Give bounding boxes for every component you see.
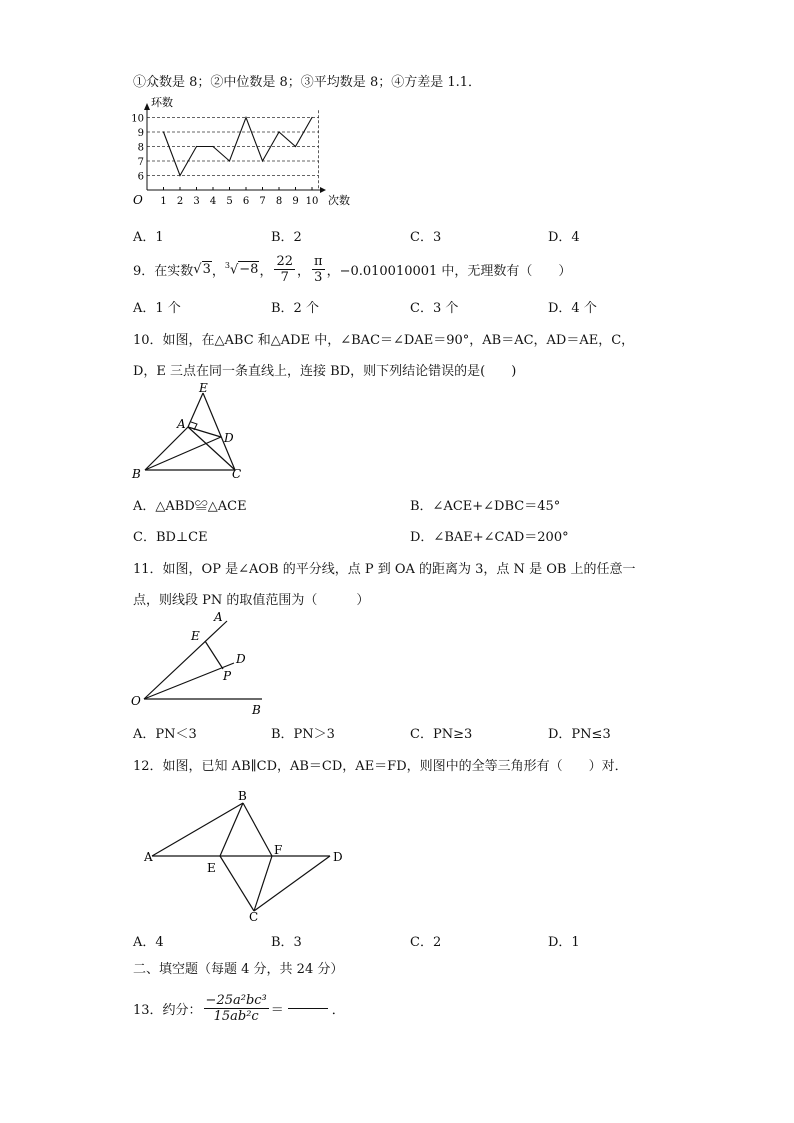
q11-label-b: B bbox=[252, 703, 261, 716]
data-point bbox=[212, 146, 213, 147]
data-point bbox=[295, 146, 296, 147]
section-2-title: 二、填空题（每题 4 分，共 24 分） bbox=[133, 962, 344, 977]
data-point bbox=[278, 131, 279, 132]
q12-option-a: A．4 bbox=[133, 935, 164, 950]
data-point bbox=[229, 160, 230, 161]
x-tick-label: 10 bbox=[305, 196, 319, 207]
q8-option-c: C．3 bbox=[410, 230, 442, 245]
data-point bbox=[179, 175, 180, 176]
y-tick-label: 7 bbox=[137, 157, 144, 168]
q10-label-c: C bbox=[232, 467, 242, 481]
q12-option-c: C．2 bbox=[410, 935, 442, 950]
x-tick-label: 8 bbox=[275, 196, 283, 207]
q10-label-a: A bbox=[177, 417, 186, 431]
q12-label-c: C bbox=[249, 910, 259, 924]
q8-option-d: D．4 bbox=[548, 230, 580, 245]
x-tick-label: 9 bbox=[292, 196, 299, 207]
q11-label-d: D bbox=[236, 652, 246, 666]
x-tick-label: 6 bbox=[242, 196, 250, 207]
q12-stem: 12．如图，已知 AB∥CD，AB＝CD，AE＝FD，则图中的全等三角形有（ ）对． bbox=[133, 759, 628, 774]
y-axis-title: 环数 bbox=[151, 96, 173, 109]
q10-figure bbox=[128, 380, 253, 482]
q10-label-d: D bbox=[224, 431, 234, 445]
data-point bbox=[262, 160, 263, 161]
q11-label-p: P bbox=[223, 669, 232, 683]
q11-figure bbox=[128, 608, 268, 716]
y-tick-label: 10 bbox=[131, 113, 144, 125]
q8-statements: ①众数是 8；②中位数是 8；③平均数是 8；④方差是 1.1． bbox=[133, 75, 482, 90]
q9-stem: 9．在实数 √3 ， $^3$√−8 ， $\frac{22}{7}$ ， $\frac{\pi}{3}$ ，−0.010010001 中，无理数有（ ） bbox=[133, 253, 572, 285]
q12-figure bbox=[140, 786, 355, 924]
q12-label-b: B bbox=[238, 789, 247, 803]
x-axis-title: 次数 bbox=[328, 194, 350, 207]
y-axis-arrow bbox=[144, 103, 150, 110]
q12-option-b: B．3 bbox=[271, 935, 302, 950]
q13-answer-blank bbox=[288, 1008, 328, 1009]
q9-option-c: C．3 个 bbox=[410, 301, 459, 316]
origin-label: O bbox=[133, 193, 143, 207]
q10-line1: 10．如图，在△ABC 和△ADE 中，∠BAC＝∠DAE＝90°，AB＝AC，AD＝AE，C， bbox=[133, 333, 635, 348]
q12-option-d: D．1 bbox=[548, 935, 580, 950]
q13-equals: ＝ bbox=[270, 1002, 284, 1018]
q12-label-d: D bbox=[333, 850, 343, 864]
x-tick-label: 2 bbox=[176, 196, 184, 207]
q10-option-b: B．∠ACE+∠DBC＝45° bbox=[410, 499, 561, 514]
x-tick-label: 1 bbox=[160, 196, 167, 207]
q12-label-f: F bbox=[274, 843, 283, 857]
data-point bbox=[245, 117, 246, 118]
q11-option-b: B．PN＞3 bbox=[271, 727, 335, 742]
q13-stem bbox=[133, 986, 345, 1030]
q9-option-b: B．2 个 bbox=[271, 301, 319, 316]
q9-fraction-22-7: $\frac{22}{7}$ bbox=[276, 253, 293, 285]
x-tick-label: 5 bbox=[226, 196, 233, 207]
x-tick-label: 3 bbox=[193, 196, 200, 207]
data-point bbox=[196, 146, 197, 147]
q10-label-e: E bbox=[199, 381, 208, 395]
q9-fraction-pi-3: $\frac{\pi}{3}$ bbox=[314, 253, 323, 285]
data-point bbox=[311, 117, 312, 118]
y-tick-label: 8 bbox=[137, 142, 144, 154]
q10-option-a: A．△ABD≌△ACE bbox=[133, 499, 247, 514]
x-axis-arrow bbox=[320, 187, 326, 193]
q11-label-a: A bbox=[214, 610, 223, 624]
q10-option-d: D．∠BAE+∠CAD＝200° bbox=[410, 530, 569, 545]
x-tick-label: 4 bbox=[209, 196, 217, 207]
q8-line-chart bbox=[128, 94, 360, 209]
x-tick-label: 7 bbox=[259, 196, 266, 207]
q8-option-a: A．1 bbox=[133, 230, 164, 245]
q10-label-b: B bbox=[132, 467, 141, 481]
q12-label-a: A bbox=[144, 850, 153, 864]
q9-option-d: D．4 个 bbox=[548, 301, 597, 316]
q11-label-e: E bbox=[191, 629, 200, 643]
q11-option-d: D．PN≤3 bbox=[548, 727, 611, 742]
y-tick-label: 6 bbox=[137, 171, 144, 183]
q11-option-a: A．PN＜3 bbox=[133, 727, 197, 742]
q10-line2: D，E 三点在同一条直线上，连接 BD，则下列结论错误的是( ) bbox=[133, 364, 517, 379]
q11-line2: 点，则线段 PN 的取值范围为（ ） bbox=[133, 593, 370, 608]
q11-line1: 11．如图，OP 是∠AOB 的平分线，点 P 到 OA 的距离为 3，点 N 是 OB 上的任意一 bbox=[133, 562, 636, 577]
q8-option-b: B．2 bbox=[271, 230, 302, 245]
data-point bbox=[163, 131, 164, 132]
q11-option-c: C．PN≥3 bbox=[410, 727, 473, 742]
q13-fraction: $\frac{\text{−25a²bc³}}{\text{15ab²c}}$ bbox=[205, 992, 267, 1024]
q13-prefix: 13．约分： bbox=[133, 1002, 202, 1018]
q11-label-o: O bbox=[131, 694, 141, 708]
q9-sqrt3: √3 bbox=[193, 261, 211, 277]
q13-end: ． bbox=[331, 1002, 345, 1018]
q9-tail: ，−0.010010001 中，无理数有（ ） bbox=[326, 263, 572, 279]
q12-label-e: E bbox=[207, 861, 216, 875]
q9-option-a: A．1 个 bbox=[133, 301, 181, 316]
q10-option-c: C．BD⊥CE bbox=[133, 530, 208, 545]
q9-prefix: 9．在实数 bbox=[133, 263, 194, 279]
y-tick-label: 9 bbox=[137, 128, 144, 139]
q9-cbrt: $^3$√−8 bbox=[224, 260, 259, 278]
